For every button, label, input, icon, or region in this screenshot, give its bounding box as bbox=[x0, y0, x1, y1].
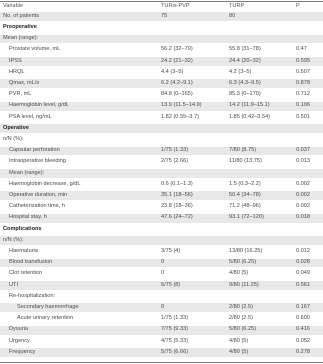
turp-value: 4/80 (5) bbox=[229, 270, 249, 277]
row-label: Secondary haemorrhage bbox=[17, 303, 79, 310]
row-label: Clot retention bbox=[9, 270, 43, 277]
row-label: Catheterization time, h bbox=[9, 203, 65, 210]
turp-value: 2/80 (2.5) bbox=[229, 303, 253, 310]
turis-pvp-value: 3/75 (4) bbox=[161, 247, 181, 254]
table-row bbox=[0, 292, 323, 301]
table-bottom-rule bbox=[0, 362, 323, 363]
turp-value: 6.3 (4.3–9.5) bbox=[229, 79, 261, 86]
row-label: Mean (range): bbox=[9, 169, 45, 176]
table-row bbox=[0, 68, 323, 77]
table-row bbox=[0, 12, 323, 21]
turis-pvp-value: 6.2 (4.2–9.1) bbox=[161, 79, 193, 86]
table-row bbox=[0, 147, 323, 156]
table-row bbox=[0, 124, 323, 133]
turp-value: 7/80 (8.75) bbox=[229, 147, 257, 154]
p-value: 0.002 bbox=[296, 180, 310, 187]
p-value: 0.416 bbox=[296, 326, 310, 333]
row-label: Qmax, mL/s bbox=[9, 79, 40, 86]
p-value: 0.507 bbox=[296, 68, 310, 75]
p-value: 0.106 bbox=[296, 102, 310, 109]
turp-value: 85.3 (0–170) bbox=[229, 91, 261, 98]
row-label: Hospital stay, h bbox=[9, 214, 47, 221]
row-label: Haemoglobin decrease, g/dL bbox=[9, 180, 81, 187]
turp-value: 9/80 (11.25) bbox=[229, 281, 259, 288]
row-label: UTI bbox=[9, 281, 19, 288]
table-row bbox=[0, 79, 323, 88]
p-value: 0.002 bbox=[296, 203, 310, 210]
table-row bbox=[0, 303, 323, 312]
turis-pvp-value: 35.1 (18–56) bbox=[161, 191, 193, 198]
table-row bbox=[0, 214, 323, 223]
table-row bbox=[0, 270, 323, 279]
row-label: Blood transfusion bbox=[9, 259, 53, 266]
turp-value: 93.1 (72–120) bbox=[229, 214, 264, 221]
p-value: 0.013 bbox=[296, 158, 310, 165]
row-label: Dysuria bbox=[9, 326, 28, 333]
turis-pvp-value: 84.8 (0–165) bbox=[161, 91, 193, 98]
p-value: 0.002 bbox=[296, 191, 310, 198]
row-label: Re-hospitalization: bbox=[9, 292, 56, 299]
turis-pvp-value: 4.4 (3–5) bbox=[161, 68, 184, 75]
table-row bbox=[0, 281, 323, 290]
turis-pvp-value: 24.2 (21–32) bbox=[161, 57, 193, 64]
turis-pvp-value: 6/75 (8) bbox=[161, 281, 181, 288]
row-label: PVR, mL bbox=[9, 91, 32, 98]
table-row bbox=[0, 259, 323, 268]
row-label: Haemoglobin level, g/dL bbox=[9, 102, 70, 109]
turis-pvp-value: 0 bbox=[161, 303, 165, 310]
turp-value: 55.8 (31–78) bbox=[229, 46, 261, 53]
table-row bbox=[0, 91, 323, 100]
turis-pvp-value: 0 bbox=[161, 259, 165, 266]
turis-pvp-value: 13.9 (11.5–14.9) bbox=[161, 102, 202, 109]
table-row bbox=[0, 169, 323, 178]
turp-value: 11/80 (13.75) bbox=[229, 158, 262, 165]
p-value: 0.278 bbox=[296, 348, 310, 355]
row-label: PSA level, ng/mL bbox=[9, 113, 52, 120]
table-row bbox=[0, 35, 323, 44]
table-row bbox=[0, 191, 323, 200]
row-label: Urgency bbox=[9, 337, 30, 344]
turp-value: 5/80 (6.25) bbox=[229, 259, 257, 266]
turp-value: 1.85 (0.42–3.54) bbox=[229, 113, 271, 120]
p-value: 0.600 bbox=[296, 315, 310, 322]
table-row bbox=[0, 326, 323, 335]
table-row bbox=[0, 180, 323, 189]
row-label: HRQL bbox=[9, 68, 25, 75]
turp-value: 4/80 (5) bbox=[229, 337, 249, 344]
turis-pvp-value: 4/75 (5.33) bbox=[161, 337, 189, 344]
turis-pvp-value: 56.2 (32–79) bbox=[161, 46, 193, 53]
header-turis-pvp: TURis-PVP bbox=[161, 2, 190, 9]
p-value: 0.47 bbox=[296, 46, 307, 53]
p-value: 0.018 bbox=[296, 214, 310, 221]
p-value: 0.561 bbox=[296, 281, 310, 288]
row-label: Frequency bbox=[9, 348, 36, 355]
turis-pvp-value: 23.8 (18–36) bbox=[161, 203, 193, 210]
header-turp: TURP bbox=[229, 2, 245, 9]
turis-pvp-value: 0.6 (0.1–1.3) bbox=[161, 180, 193, 187]
turp-value: 71.2 (48–96) bbox=[229, 203, 261, 210]
table-row bbox=[0, 23, 323, 32]
p-value: 0.052 bbox=[296, 337, 310, 344]
turis-pvp-value: 1.82 (0.55–3.7) bbox=[161, 113, 199, 120]
row-label: n/N (%): bbox=[3, 236, 24, 243]
p-value: 0.595 bbox=[296, 57, 310, 64]
row-label: IPSS bbox=[9, 57, 22, 64]
row-label: Mean (range): bbox=[3, 35, 39, 42]
row-label: Acute urinary retention bbox=[17, 315, 74, 322]
table-row bbox=[0, 113, 323, 122]
turis-pvp-value: 7/75 (9.33) bbox=[161, 326, 189, 333]
row-label: No. of patients bbox=[3, 12, 40, 19]
row-label: Complications bbox=[3, 225, 42, 232]
table-row bbox=[0, 135, 323, 144]
turp-value: 80 bbox=[229, 12, 236, 19]
turis-pvp-value: 47.6 (24–72) bbox=[161, 214, 193, 221]
turp-value: 50.4 (34–78) bbox=[229, 191, 261, 198]
p-value: 0.028 bbox=[296, 259, 310, 266]
table-row bbox=[0, 236, 323, 245]
turp-value: 1.5 (0.3–2.2) bbox=[229, 180, 261, 187]
turis-pvp-value: 0 bbox=[161, 270, 165, 277]
table-row bbox=[0, 102, 323, 111]
header-p: P bbox=[296, 2, 300, 9]
row-label: Haematuria bbox=[9, 247, 38, 254]
table-row bbox=[0, 247, 323, 256]
turp-value: 4.2 (3–5) bbox=[229, 68, 252, 75]
row-label: Prostate volume, mL bbox=[9, 46, 61, 53]
turp-value: 4/80 (5) bbox=[229, 348, 249, 355]
p-value: 0.049 bbox=[296, 270, 310, 277]
turp-value: 5/80 (6.25) bbox=[229, 326, 257, 333]
turis-pvp-value: 1/75 (1.33) bbox=[161, 147, 189, 154]
row-label: Operative bbox=[3, 124, 29, 131]
turp-value: 13/80 (16.25) bbox=[229, 247, 263, 254]
p-value: 0.712 bbox=[296, 91, 310, 98]
table-row bbox=[0, 315, 323, 324]
p-value: 0.012 bbox=[296, 247, 310, 254]
table-row bbox=[0, 158, 323, 167]
p-value: 0.037 bbox=[296, 147, 310, 154]
table-header-row bbox=[0, 2, 323, 11]
turis-pvp-value: 1/75 (1.33) bbox=[161, 315, 189, 322]
turp-value: 24.4 (20–32) bbox=[229, 57, 261, 64]
row-label: Operative duration, min bbox=[9, 191, 68, 198]
row-label: Capsular perforation bbox=[9, 147, 60, 154]
header-variable: Variable bbox=[3, 2, 24, 9]
table-row bbox=[0, 337, 323, 346]
turp-value: 2/80 (2.5) bbox=[229, 315, 253, 322]
row-label: Intraoperative bleeding bbox=[9, 158, 66, 165]
table-row bbox=[0, 46, 323, 55]
row-label: n/N (%): bbox=[3, 135, 24, 142]
table-row bbox=[0, 348, 323, 357]
turis-pvp-value: 75 bbox=[161, 12, 168, 19]
p-value: 0.167 bbox=[296, 303, 310, 310]
turis-pvp-value: 2/75 (2.66) bbox=[161, 158, 189, 165]
table-row bbox=[0, 203, 323, 212]
turis-pvp-value: 5/75 (6.66) bbox=[161, 348, 189, 355]
table-row bbox=[0, 57, 323, 66]
table-row bbox=[0, 225, 323, 234]
p-value: 0.501 bbox=[296, 113, 310, 120]
row-label: Preoperative bbox=[3, 23, 37, 30]
p-value: 0.878 bbox=[296, 79, 310, 86]
turp-value: 14.2 (11.9–15.1) bbox=[229, 102, 270, 109]
